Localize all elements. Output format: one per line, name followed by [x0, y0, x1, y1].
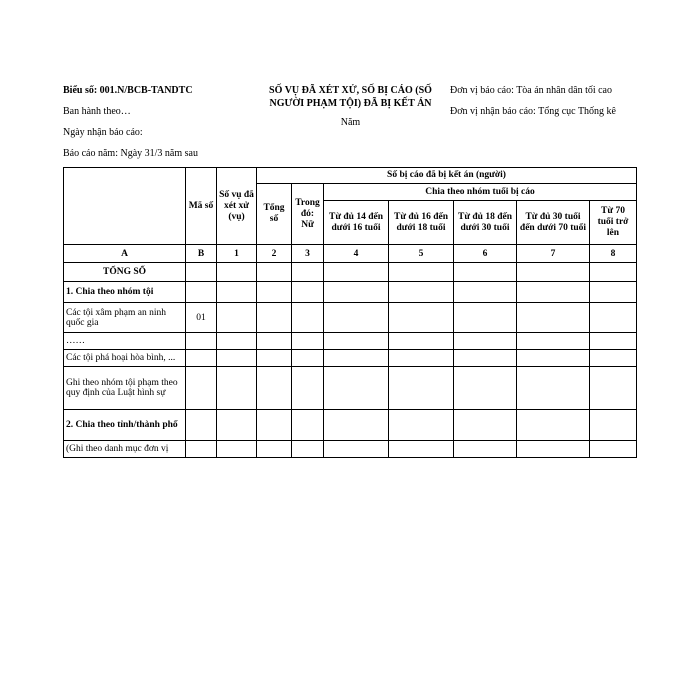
data-cell	[324, 282, 389, 303]
data-cell	[217, 441, 257, 458]
data-cell	[292, 410, 324, 441]
data-cell	[324, 333, 389, 350]
form-info	[63, 80, 253, 164]
header-blank-cell	[64, 168, 186, 245]
table-row	[64, 263, 637, 282]
data-cell	[454, 410, 517, 441]
report-title-block	[258, 84, 443, 129]
data-cell	[257, 303, 292, 333]
data-cell	[324, 303, 389, 333]
col-header-age-group: Chia theo nhóm tuổi bị cáo	[324, 184, 637, 201]
data-cell	[590, 410, 637, 441]
row-label: (Ghi theo danh mục đơn vị	[64, 441, 186, 458]
data-cell	[590, 263, 637, 282]
data-cell	[454, 367, 517, 410]
index-cell: 3	[292, 245, 324, 263]
data-cell	[389, 333, 454, 350]
data-cell	[292, 333, 324, 350]
data-cell	[292, 263, 324, 282]
report-title: SỐ VỤ ĐÃ XÉT XỬ, SỐ BỊ CÁO (SỐ NGƯỜI PHẠM TỘI) ĐÃ BỊ KẾT ÁN	[269, 85, 432, 109]
col-header-age-18-30: Từ đủ 18 đến dưới 30 tuổi	[454, 201, 517, 245]
data-cell	[324, 410, 389, 441]
reporting-unit: Đơn vị báo cáo: Tòa án nhân dân tối cao	[450, 85, 612, 96]
data-cell	[324, 263, 389, 282]
data-cell	[324, 441, 389, 458]
data-cell	[257, 367, 292, 410]
row-code: 01	[186, 303, 217, 333]
data-cell	[389, 410, 454, 441]
data-cell	[292, 441, 324, 458]
data-cell	[257, 441, 292, 458]
data-cell	[389, 263, 454, 282]
data-cell	[292, 282, 324, 303]
index-cell: 5	[389, 245, 454, 263]
report-table	[63, 167, 637, 458]
data-cell	[389, 367, 454, 410]
unit-info	[450, 80, 640, 122]
report-year: Báo cáo năm: Ngày 31/3 năm sau	[63, 148, 198, 159]
col-header-age-14-16: Từ đủ 14 đến dưới 16 tuổi	[324, 201, 389, 245]
data-cell	[257, 263, 292, 282]
data-cell	[217, 303, 257, 333]
col-header-trong-do-nu: Trong đó: Nữ	[292, 184, 324, 245]
table-row	[64, 441, 637, 458]
data-cell	[217, 282, 257, 303]
data-cell	[257, 333, 292, 350]
data-cell	[590, 333, 637, 350]
data-cell	[517, 333, 590, 350]
index-cell: 1	[217, 245, 257, 263]
index-cell: 6	[454, 245, 517, 263]
data-cell	[292, 303, 324, 333]
data-cell	[590, 303, 637, 333]
data-cell	[517, 367, 590, 410]
receiving-unit: Đơn vị nhận báo cáo: Tổng cục Thống kê	[450, 106, 616, 117]
data-cell	[590, 367, 637, 410]
table-row	[64, 367, 637, 410]
table-row	[64, 350, 637, 367]
row-code	[186, 282, 217, 303]
row-label: Các tội xâm phạm an ninh quốc gia	[64, 303, 186, 333]
row-code	[186, 333, 217, 350]
index-cell: 7	[517, 245, 590, 263]
data-cell	[590, 441, 637, 458]
data-cell	[517, 350, 590, 367]
table-row	[64, 333, 637, 350]
data-cell	[389, 441, 454, 458]
row-code	[186, 263, 217, 282]
data-cell	[217, 350, 257, 367]
data-cell	[590, 282, 637, 303]
col-header-age-70-plus: Từ 70 tuổi trở lên	[590, 201, 637, 245]
index-cell: 4	[324, 245, 389, 263]
received-date: Ngày nhận báo cáo:	[63, 127, 143, 138]
data-cell	[292, 350, 324, 367]
col-header-age-30-70: Từ đủ 30 tuổi đến dưới 70 tuổi	[517, 201, 590, 245]
col-header-age-16-18: Từ đủ 16 đến dưới 18 tuổi	[389, 201, 454, 245]
data-cell	[517, 263, 590, 282]
data-cell	[454, 350, 517, 367]
col-header-ma-so: Mã số	[186, 168, 217, 245]
row-label: ……	[64, 333, 186, 350]
data-cell	[389, 350, 454, 367]
table-row	[64, 303, 637, 333]
index-cell: A	[64, 245, 186, 263]
data-cell	[324, 367, 389, 410]
row-code	[186, 441, 217, 458]
row-label-group: 1. Chia theo nhóm tội	[64, 282, 186, 303]
data-cell	[217, 263, 257, 282]
table-row	[64, 282, 637, 303]
data-cell	[217, 410, 257, 441]
data-cell	[517, 282, 590, 303]
col-header-tong-so: Tổng số	[257, 184, 292, 245]
row-code	[186, 367, 217, 410]
data-cell	[454, 303, 517, 333]
data-cell	[217, 367, 257, 410]
index-cell: 2	[257, 245, 292, 263]
data-cell	[517, 441, 590, 458]
row-code	[186, 350, 217, 367]
column-index-row	[64, 245, 637, 263]
data-cell	[324, 350, 389, 367]
year-label: Năm	[340, 117, 361, 128]
data-cell	[454, 263, 517, 282]
form-code: Biểu số: 001.N/BCB-TANDTC	[63, 85, 193, 96]
data-cell	[454, 333, 517, 350]
col-header-defendants: Số bị cáo đã bị kết án (người)	[257, 168, 637, 184]
index-cell: B	[186, 245, 217, 263]
data-cell	[454, 282, 517, 303]
table-row	[64, 410, 637, 441]
issued-by: Ban hành theo…	[63, 106, 131, 117]
data-cell	[517, 410, 590, 441]
row-label: Các tội phá hoại hòa bình, ...	[64, 350, 186, 367]
data-cell	[257, 410, 292, 441]
index-cell: 8	[590, 245, 637, 263]
data-cell	[590, 350, 637, 367]
data-cell	[257, 282, 292, 303]
data-cell	[217, 333, 257, 350]
data-cell	[454, 441, 517, 458]
data-cell	[389, 303, 454, 333]
data-cell	[389, 282, 454, 303]
col-header-so-vu: Số vụ đã xét xử (vụ)	[217, 168, 257, 245]
row-code	[186, 410, 217, 441]
data-cell	[257, 350, 292, 367]
row-label: Ghi theo nhóm tội phạm theo quy định của Luật hình sự	[64, 367, 186, 410]
row-label-total: TỔNG SỐ	[64, 263, 186, 282]
data-cell	[292, 367, 324, 410]
row-label-group: 2. Chia theo tỉnh/thành phố	[64, 410, 186, 441]
data-cell	[517, 303, 590, 333]
